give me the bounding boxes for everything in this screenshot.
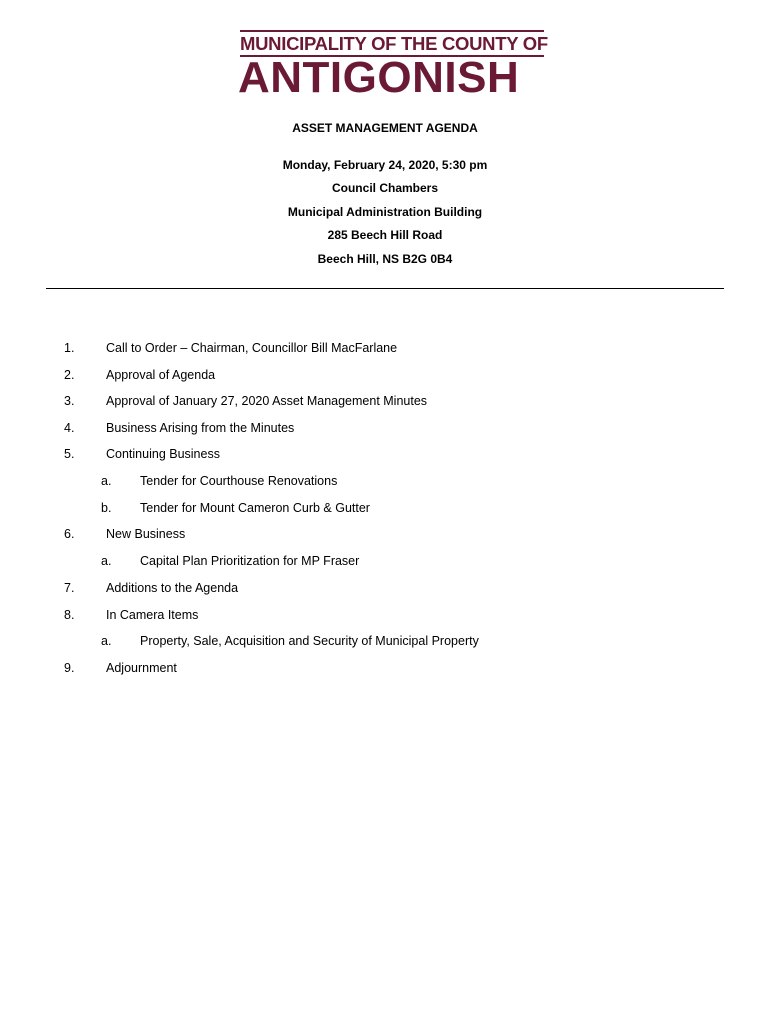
meeting-city: Beech Hill, NS B2G 0B4 xyxy=(317,252,453,266)
agenda-item-in-camera: In Camera Items xyxy=(106,608,199,622)
agenda-item-approval-of-minutes: Approval of January 27, 2020 Asset Management Minutes xyxy=(106,394,428,408)
agenda-item-new-business: New Business xyxy=(106,527,186,541)
logo-line-antigonish: ANTIGONISH xyxy=(238,53,520,102)
agenda-item-number: 1. xyxy=(64,341,75,355)
agenda-subitem-municipal-property: Property, Sale, Acquisition and Security of Municipal Property xyxy=(140,634,479,648)
agenda-item-approval-of-agenda: Approval of Agenda xyxy=(106,368,216,382)
logo-line-municipality: MUNICIPALITY OF THE COUNTY OF xyxy=(240,33,548,54)
agenda-subitem-curb-gutter-tender: Tender for Mount Cameron Curb & Gutter xyxy=(140,501,370,515)
agenda-item-adjournment: Adjournment xyxy=(106,661,177,675)
header-divider xyxy=(46,288,724,289)
meeting-street: 285 Beech Hill Road xyxy=(327,228,443,242)
agenda-item-number: 3. xyxy=(64,394,75,408)
agenda-item-number: 5. xyxy=(64,447,75,461)
meeting-building: Municipal Administration Building xyxy=(287,205,483,219)
agenda-subitem-capital-plan: Capital Plan Prioritization for MP Fraser xyxy=(140,554,360,568)
agenda-item-number: 8. xyxy=(64,608,75,622)
agenda-item-number: 4. xyxy=(64,421,75,435)
agenda-item-number: 6. xyxy=(64,527,75,541)
agenda-title: ASSET MANAGEMENT AGENDA xyxy=(292,121,478,135)
logo-top-rule xyxy=(240,30,544,32)
agenda-subitem-letter: a. xyxy=(101,554,112,568)
agenda-subitem-courthouse-tender: Tender for Courthouse Renovations xyxy=(140,474,338,488)
agenda-item-number: 7. xyxy=(64,581,75,595)
agenda-item-number: 9. xyxy=(64,661,75,675)
agenda-item-call-to-order: Call to Order – Chairman, Councillor Bill MacFarlane xyxy=(106,341,398,355)
agenda-subitem-letter: a. xyxy=(101,634,112,648)
agenda-item-continuing-business: Continuing Business xyxy=(106,447,220,461)
meeting-location: Council Chambers xyxy=(331,181,439,195)
agenda-item-business-arising: Business Arising from the Minutes xyxy=(106,421,295,435)
meeting-date-time: Monday, February 24, 2020, 5:30 pm xyxy=(282,158,488,172)
agenda-item-number: 2. xyxy=(64,368,75,382)
agenda-subitem-letter: b. xyxy=(101,501,112,515)
agenda-item-additions: Additions to the Agenda xyxy=(106,581,239,595)
agenda-subitem-letter: a. xyxy=(101,474,112,488)
